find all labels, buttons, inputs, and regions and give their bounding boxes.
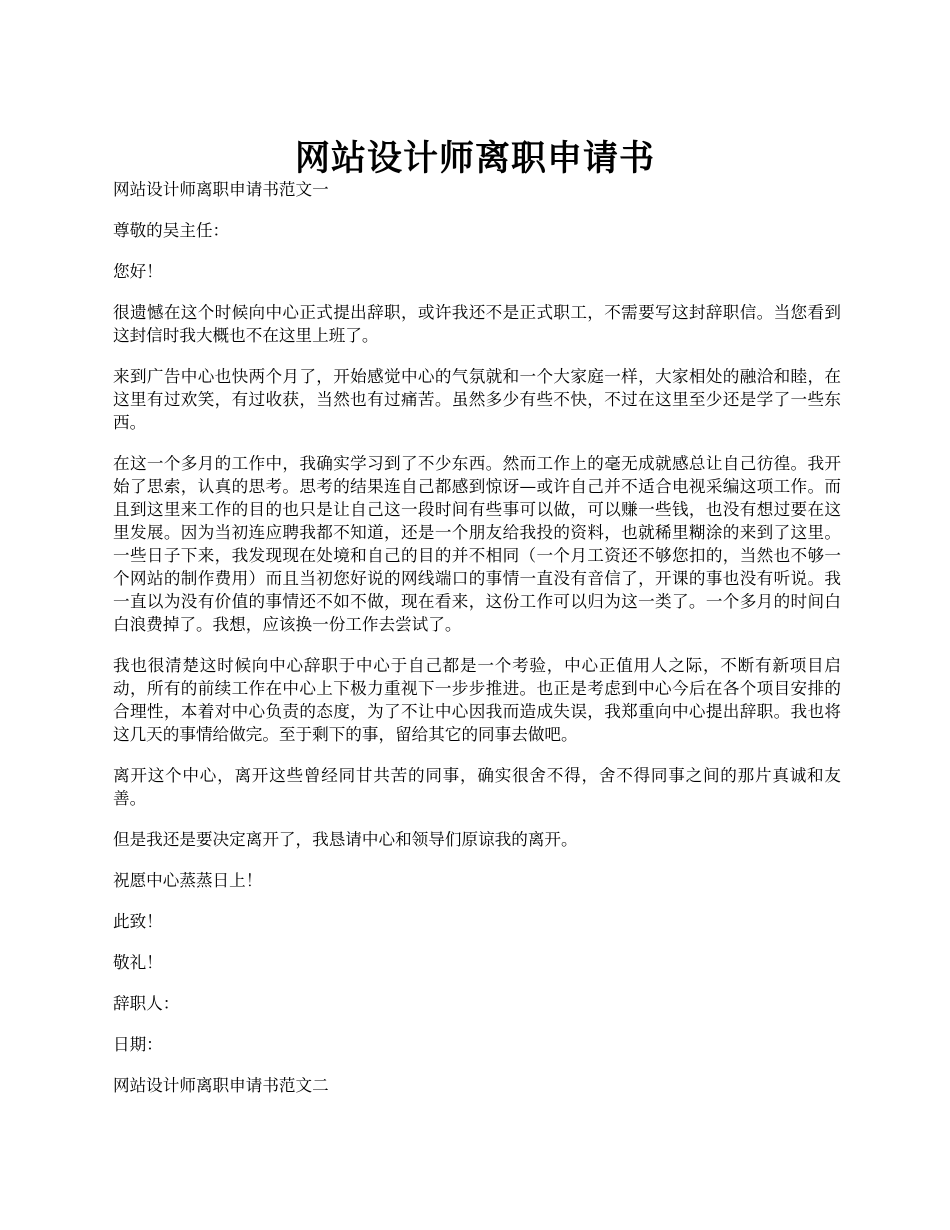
paragraph-signature: 辞职人：: [113, 994, 180, 1013]
paragraph-body-3: 在这一个多月的工作中，我确实学习到了不少东西。然而工作上的毫无成就感总让自己彷徨。我开始了思索，认真的思考。思考的结果连自己都感到惊讶—或许自己并不适合电视采编这项工作。而且到这里来工作的目的也只是让自己这一段时间有些事可以做，可以赚一些钱，也没有想过要在这里发展。因为当初连应聘我都不知道，还是一个朋友给我投的资料，也就稀里糊涂的来到了这里。一些日子下来，我发现现在处境和自己的目的并不相同（一个月工资还不够您扣的，当然也不够一个网站的制作费用）而且当初您好说的网线端口的事情一直没有音信了，开课的事也没有听说。我一直以为没有价值的事情还不如不做，现在看来，这份工作可以归为这一类了。一个多月的时间白白浪费掉了。我想，应该换一份工作去尝试了。: [113, 454, 841, 634]
paragraph-closing-2: 敬礼！: [113, 953, 163, 972]
paragraph-wishes: 祝愿中心蒸蒸日上！: [113, 871, 263, 890]
paragraph-salutation: 尊敬的吴主任：: [113, 221, 230, 240]
paragraph-closing-1: 此致！: [113, 912, 163, 931]
paragraph-sample-heading-1: 网站设计师离职申请书范文一: [113, 180, 329, 199]
paragraph-date: 日期：: [113, 1035, 163, 1054]
paragraph-body-5: 离开这个中心，离开这些曾经同甘共苦的同事，确实很舍不得，舍不得同事之间的那片真诚和友善。: [113, 766, 841, 808]
document-title: 网站设计师离职申请书: [294, 138, 655, 180]
paragraph-body-1: 很遗憾在这个时候向中心正式提出辞职，或许我还不是正式职工，不需要写这封辞职信。当您看到这封信时我大概也不在这里上班了。: [113, 303, 841, 345]
paragraph-body-2: 来到广告中心也快两个月了，开始感觉中心的气氛就和一个大家庭一样，大家相处的融洽和睦，在这里有过欢笑，有过收获，当然也有过痛苦。虽然多少有些不快，不过在这里至少还是学了一些东西。: [113, 367, 841, 432]
paragraph-body-6: 但是我还是要决定离开了，我恳请中心和领导们原谅我的离开。: [113, 830, 578, 849]
paragraph-body-4: 我也很清楚这时候向中心辞职于中心于自己都是一个考验，中心正值用人之际，不断有新项目启动，所有的前续工作在中心上下极力重视下一步步推进。也正是考虑到中心今后在各个项目安排的合理性，本着对中心负责的态度，为了不让中心因我而造成失误，我郑重向中心提出辞职。我也将这几天的事情给做完。至于剩下的事，留给其它的同事去做吧。: [113, 656, 841, 744]
paragraph-sample-heading-2: 网站设计师离职申请书范文二: [113, 1076, 329, 1095]
document-body: [113, 178, 841, 1115]
paragraph-greeting: 您好！: [113, 262, 163, 281]
